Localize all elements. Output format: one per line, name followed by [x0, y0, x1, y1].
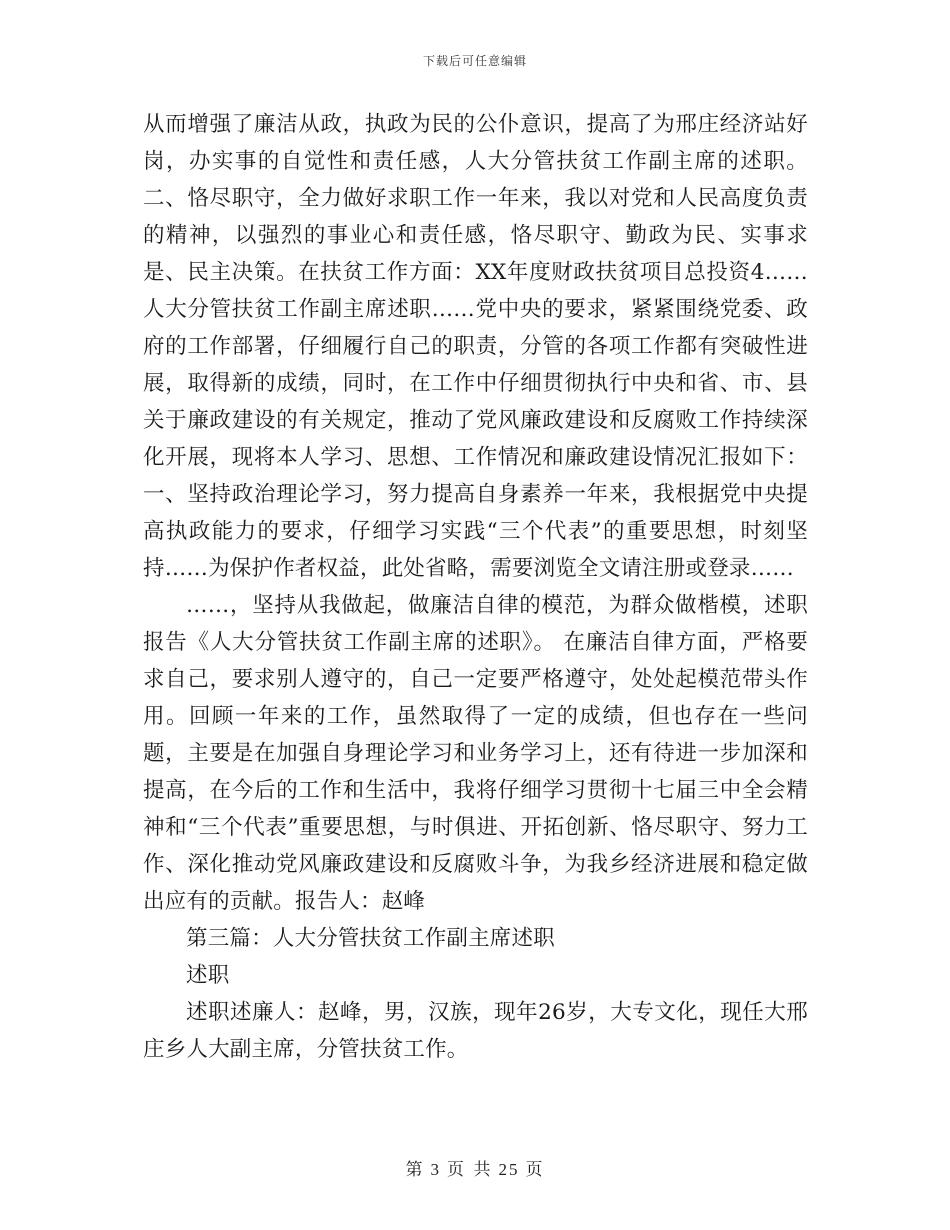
current-page-number: 3: [430, 1160, 442, 1179]
sub-heading: 述职: [186, 963, 230, 988]
paragraph-2: ……，坚持从我做起，做廉洁自律的模范，为群众做楷模，述职报告《人大分管扶贫工作副主席的述职》。 在廉洁自律方面，严格要求自己，要求别人遵守的，自己一定要严格遵守，处处起模范带头作用。回顾一年来的工作，虽然取得了一定的成绩，但也存在一些问题，主要是在加强自身理论学习和业务学习上，还有待进一步加深和提高，在今后的工作和生活中，我将仔细学习贯彻十七届三中全会精神和“三个代表”重要思想，与时俱进、开拓创新、恪尽职守、努力工作、深化推动党风廉政建设和反腐败斗争，为我乡经济进展和稳定做出应有的贡献。报告人：赵峰: [143, 593, 808, 914]
footer-suffix: 页: [525, 1160, 545, 1180]
document-body: [143, 106, 808, 1068]
section-heading: 第三篇：人大分管扶贫工作副主席述职: [186, 926, 555, 951]
footer-middle: 页 共: [447, 1160, 493, 1180]
paragraph-3: 述职述廉人：赵峰，男，汉族，现年26岁，大专文化，现任大邢庄乡人大副主席，分管扶贫工作。: [143, 1000, 808, 1062]
footer-prefix: 第: [405, 1160, 425, 1180]
page-footer: [0, 1155, 950, 1180]
page-header: 下载后可任意编辑: [422, 54, 527, 68]
paragraph-1: 从而增强了廉洁从政，执政为民的公仆意识，提高了为邢庄经济站好岗，办实事的自觉性和责任感，人大分管扶贫工作副主席的述职。二、恪尽职守，全力做好求职工作一年来，我以对党和人民高度负责的精神，以强烈的事业心和责任感，恪尽职守、勤政为民、实事求是、民主决策。在扶贫工作方面：XX年度财政扶贫项目总投资4……人大分管扶贫工作副主席述职……党中央的要求，紧紧围绕党委、政府的工作部署，仔细履行自己的职责，分管的各项工作都有突破性进展，取得新的成绩，同时，在工作中仔细贯彻执行中央和省、市、县关于廉政建设的有关规定，推动了党风廉政建设和反腐败工作持续深化开展，现将本人学习、思想、工作情况和廉政建设情况汇报如下：一、坚持政治理论学习，努力提高自身素养一年来，我根据党中央提高执政能力的要求，仔细学习实践“三个代表”的重要思想，时刻坚持……为保护作者权益，此处省略，需要浏览全文请注册或登录……: [143, 112, 808, 581]
total-page-count: 25: [498, 1160, 520, 1179]
